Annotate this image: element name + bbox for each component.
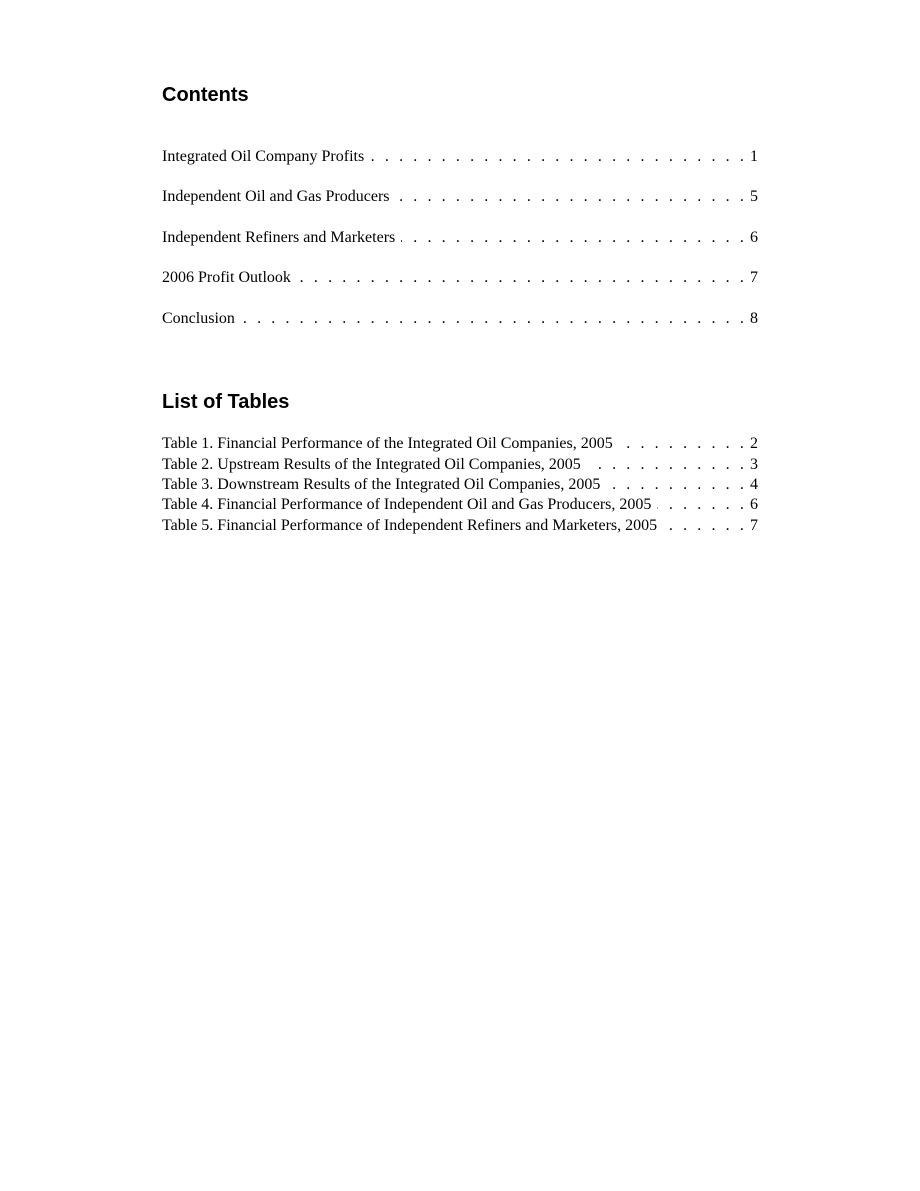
toc-entry-page-number: 1 [750,148,758,165]
table-entry-5 [162,516,758,536]
toc-entry-conclusion [162,309,758,329]
dot-leader [587,455,747,475]
toc-entry-label: 2006 Profit Outlook [162,269,291,286]
table-entry-3 [162,475,758,495]
dot-leader [297,268,747,288]
table-entry-page-number: 3 [750,456,758,473]
toc-entry-label: Independent Oil and Gas Producers [162,188,390,205]
table-entry-page-number: 6 [750,496,758,513]
toc-entry-page-number: 5 [750,188,758,205]
table-entry-1 [162,434,758,454]
toc-entry-2006-profit-outlook [162,268,758,288]
table-entry-2 [162,455,758,475]
toc-entry-page-number: 8 [750,310,758,327]
dot-leader [663,516,747,536]
table-entry-label: Table 1. Financial Performance of the Integrated Oil Companies, 2005 [162,435,613,452]
toc-entry-page-number: 7 [750,269,758,286]
contents-heading: Contents [162,84,249,106]
dot-leader [241,309,747,329]
toc-entry-integrated-oil-company-profits [162,147,758,167]
table-entry-label: Table 2. Upstream Results of the Integrated Oil Companies, 2005 [162,456,581,473]
dot-leader [606,475,747,495]
table-entry-label: Table 5. Financial Performance of Independent Refiners and Marketers, 2005 [162,517,658,534]
table-entry-page-number: 7 [750,517,758,534]
toc-entry-page-number: 6 [750,229,758,246]
dot-leader [401,228,747,248]
list-of-tables-heading: List of Tables [162,391,290,413]
table-entry-page-number: 2 [750,435,758,452]
dot-leader [619,434,747,454]
table-entry-4 [162,495,758,515]
toc-entry-independent-oil-and-gas-producers [162,187,758,207]
table-entry-label: Table 4. Financial Performance of Independent Oil and Gas Producers, 2005 [162,496,652,513]
toc-entry-independent-refiners-and-marketers [162,228,758,248]
table-entry-page-number: 4 [750,476,758,493]
toc-entry-label: Conclusion [162,310,235,327]
dot-leader [396,187,748,207]
toc-entry-label: Integrated Oil Company Profits [162,148,365,165]
dot-leader [370,147,747,167]
table-entry-label: Table 3. Downstream Results of the Integrated Oil Companies, 2005 [162,476,601,493]
toc-entry-label: Independent Refiners and Marketers [162,229,396,246]
dot-leader [657,495,747,515]
